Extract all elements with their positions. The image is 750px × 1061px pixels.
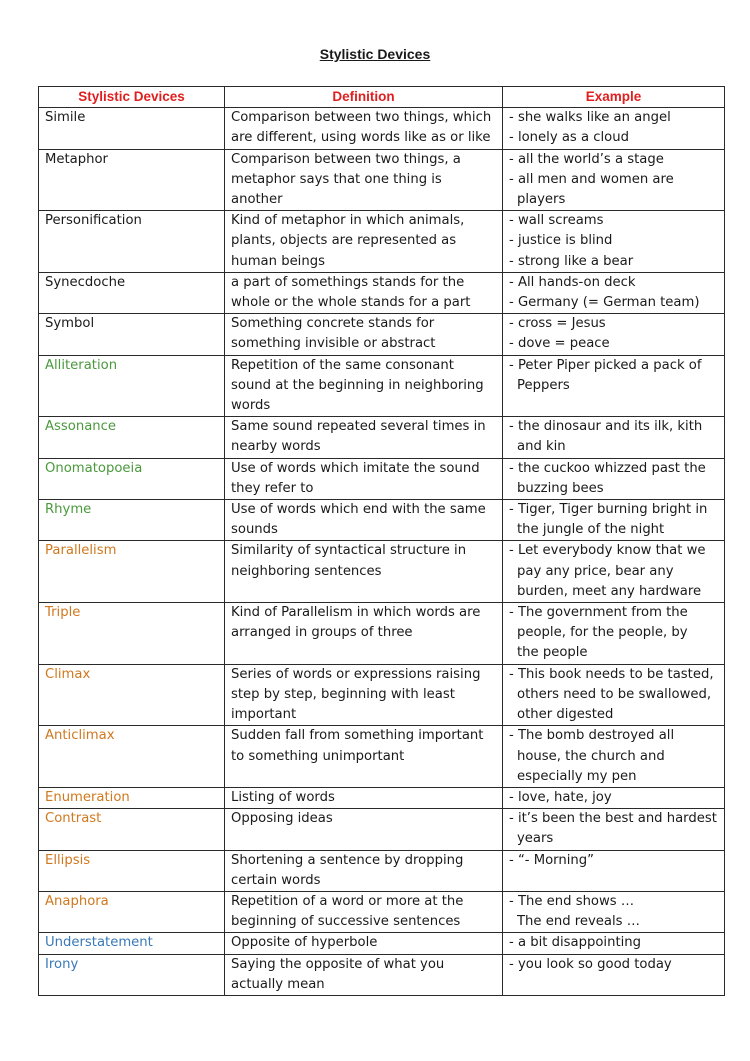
example-line: - Peter Piper picked a pack of (509, 357, 702, 373)
definition-line: arranged in groups of three (231, 625, 413, 641)
table-row (39, 108, 725, 149)
device-definition (225, 954, 503, 995)
example-line: - the cuckoo whizzed past the (509, 460, 706, 476)
device-definition (225, 809, 503, 850)
definition-line: Repetition of a word or more at the (231, 893, 464, 909)
example-line: - The bomb destroyed all (509, 728, 675, 744)
definition-line: Opposing ideas (231, 811, 333, 827)
definition-line: nearby words (231, 439, 321, 455)
device-term: Metaphor (39, 149, 225, 211)
table-row (39, 211, 725, 273)
device-definition (225, 458, 503, 499)
example-line: other digested (517, 707, 614, 723)
device-definition (225, 417, 503, 458)
device-example (503, 787, 725, 808)
device-definition (225, 108, 503, 149)
example-line: - lonely as a cloud (509, 130, 629, 146)
example-line: - Tiger, Tiger burning bright in (509, 502, 708, 518)
definition-line: sound at the beginning in neighboring (231, 377, 484, 393)
header-definition: Definition (225, 87, 503, 108)
example-line: burden, meet any hardware (517, 583, 702, 599)
definition-line: another (231, 192, 283, 208)
device-example (503, 500, 725, 541)
device-example (503, 603, 725, 665)
example-line: - all the world’s a stage (509, 151, 664, 167)
device-term: Ellipsis (39, 850, 225, 891)
definition-line: Sudden fall from something important (231, 728, 484, 744)
definition-line: Similarity of syntactical structure in (231, 543, 467, 559)
definition-line: to something unimportant (231, 748, 405, 764)
example-line: - Let everybody know that we (509, 543, 706, 559)
example-line: and kin (517, 439, 566, 455)
example-line: - she walks like an angel (509, 110, 671, 126)
definition-line: something invisible or abstract (231, 336, 436, 352)
device-example (503, 458, 725, 499)
definition-line: are different, using words like as or like (231, 130, 491, 146)
device-example (503, 664, 725, 726)
example-line: pay any price, bear any (517, 563, 674, 579)
example-line: - justice is blind (509, 233, 613, 249)
device-definition (225, 787, 503, 808)
device-term: Contrast (39, 809, 225, 850)
example-line: - All hands-on deck (509, 274, 636, 290)
definition-line: actually mean (231, 976, 325, 992)
device-term: Rhyme (39, 500, 225, 541)
device-definition (225, 272, 503, 313)
example-line: - The government from the (509, 605, 688, 621)
device-term: Understatement (39, 933, 225, 954)
device-term: Anticlimax (39, 726, 225, 788)
device-example (503, 149, 725, 211)
definition-line: plants, objects are represented as (231, 233, 457, 249)
definition-line: beginning of successive sentences (231, 914, 461, 930)
table-row (39, 314, 725, 355)
device-term: Parallelism (39, 541, 225, 603)
definition-line: Use of words which end with the same (231, 502, 486, 518)
device-example (503, 891, 725, 932)
definition-line: Use of words which imitate the sound (231, 460, 480, 476)
device-term: Symbol (39, 314, 225, 355)
table-row (39, 272, 725, 313)
example-line: - The end shows … (509, 893, 635, 909)
device-term: Triple (39, 603, 225, 665)
example-line: - all men and women are (509, 171, 674, 187)
device-definition (225, 211, 503, 273)
definition-line: important (231, 707, 297, 723)
device-example (503, 108, 725, 149)
device-example (503, 933, 725, 954)
example-line: - love, hate, joy (509, 789, 612, 805)
device-definition (225, 726, 503, 788)
header-example: Example (503, 87, 725, 108)
example-line: the people (517, 645, 588, 661)
table-row (39, 891, 725, 932)
example-line: years (517, 831, 554, 847)
definition-line: Shortening a sentence by dropping (231, 852, 464, 868)
device-term: Irony (39, 954, 225, 995)
device-term: Synecdoche (39, 272, 225, 313)
device-example (503, 355, 725, 417)
example-line: - This book needs to be tasted, (509, 666, 714, 682)
table-row (39, 809, 725, 850)
example-line: - wall screams (509, 213, 604, 229)
table-row (39, 726, 725, 788)
definition-line: Comparison between two things, a (231, 151, 461, 167)
table-row (39, 850, 725, 891)
example-line: Peppers (517, 377, 570, 393)
device-example (503, 850, 725, 891)
example-line: - you look so good today (509, 956, 672, 972)
table-row (39, 541, 725, 603)
example-line: especially my pen (517, 768, 637, 784)
table-row (39, 417, 725, 458)
definition-line: whole or the whole stands for a part (231, 295, 471, 311)
example-line: - the dinosaur and its ilk, kith (509, 419, 703, 435)
table-body (39, 108, 725, 996)
example-line: others need to be swallowed, (517, 686, 712, 702)
table-row (39, 664, 725, 726)
example-line: The end reveals … (517, 914, 640, 930)
definition-line: Series of words or expressions raising (231, 666, 481, 682)
definition-line: Something concrete stands for (231, 316, 435, 332)
example-line: - dove = peace (509, 336, 610, 352)
header-stylistic-devices: Stylistic Devices (39, 87, 225, 108)
device-term: Climax (39, 664, 225, 726)
definition-line: Same sound repeated several times in (231, 419, 486, 435)
definition-line: words (231, 398, 271, 414)
device-definition (225, 603, 503, 665)
example-line: - it’s been the best and hardest (509, 811, 717, 827)
table-row (39, 500, 725, 541)
example-line: people, for the people, by (517, 625, 688, 641)
device-example (503, 541, 725, 603)
example-line: the jungle of the night (517, 522, 665, 538)
example-line: players (517, 192, 566, 208)
device-example (503, 809, 725, 850)
example-line: - cross = Jesus (509, 316, 606, 332)
definition-line: human beings (231, 253, 325, 269)
device-term: Alliteration (39, 355, 225, 417)
example-line: - strong like a bear (509, 253, 634, 269)
definition-line: step by step, beginning with least (231, 686, 455, 702)
device-definition (225, 149, 503, 211)
table-row (39, 355, 725, 417)
definition-line: they refer to (231, 480, 314, 496)
definition-line: Listing of words (231, 789, 335, 805)
example-line: house, the church and (517, 748, 665, 764)
device-definition (225, 500, 503, 541)
definition-line: Saying the opposite of what you (231, 956, 445, 972)
device-definition (225, 314, 503, 355)
device-definition (225, 541, 503, 603)
document-title: Stylistic Devices (319, 46, 431, 62)
definition-line: Repetition of the same consonant (231, 357, 454, 373)
example-line: - “- Morning” (509, 852, 594, 868)
device-term: Enumeration (39, 787, 225, 808)
table-row (39, 787, 725, 808)
definition-line: a part of somethings stands for the (231, 274, 465, 290)
example-line: buzzing bees (517, 480, 604, 496)
device-term: Simile (39, 108, 225, 149)
definition-line: metaphor says that one thing is (231, 171, 442, 187)
device-term: Onomatopoeia (39, 458, 225, 499)
example-line: - a bit disappointing (509, 935, 642, 951)
table-row (39, 933, 725, 954)
table-row (39, 954, 725, 995)
table-row (39, 458, 725, 499)
stylistic-devices-table (38, 86, 725, 996)
device-example (503, 272, 725, 313)
definition-line: sounds (231, 522, 278, 538)
table-row (39, 603, 725, 665)
device-term: Personification (39, 211, 225, 273)
definition-line: neighboring sentences (231, 563, 382, 579)
device-example (503, 954, 725, 995)
definition-line: Comparison between two things, which (231, 110, 492, 126)
device-definition (225, 850, 503, 891)
device-term: Assonance (39, 417, 225, 458)
table-row (39, 149, 725, 211)
device-definition (225, 664, 503, 726)
device-example (503, 314, 725, 355)
device-definition (225, 355, 503, 417)
device-term: Anaphora (39, 891, 225, 932)
definition-line: Kind of metaphor in which animals, (231, 213, 465, 229)
table-header-row (39, 87, 725, 108)
example-line: - Germany (= German team) (509, 295, 700, 311)
definition-line: Kind of Parallelism in which words are (231, 605, 481, 621)
device-example (503, 417, 725, 458)
definition-line: Opposite of hyperbole (231, 935, 378, 951)
device-example (503, 211, 725, 273)
definition-line: certain words (231, 872, 321, 888)
device-example (503, 726, 725, 788)
device-definition (225, 933, 503, 954)
device-definition (225, 891, 503, 932)
